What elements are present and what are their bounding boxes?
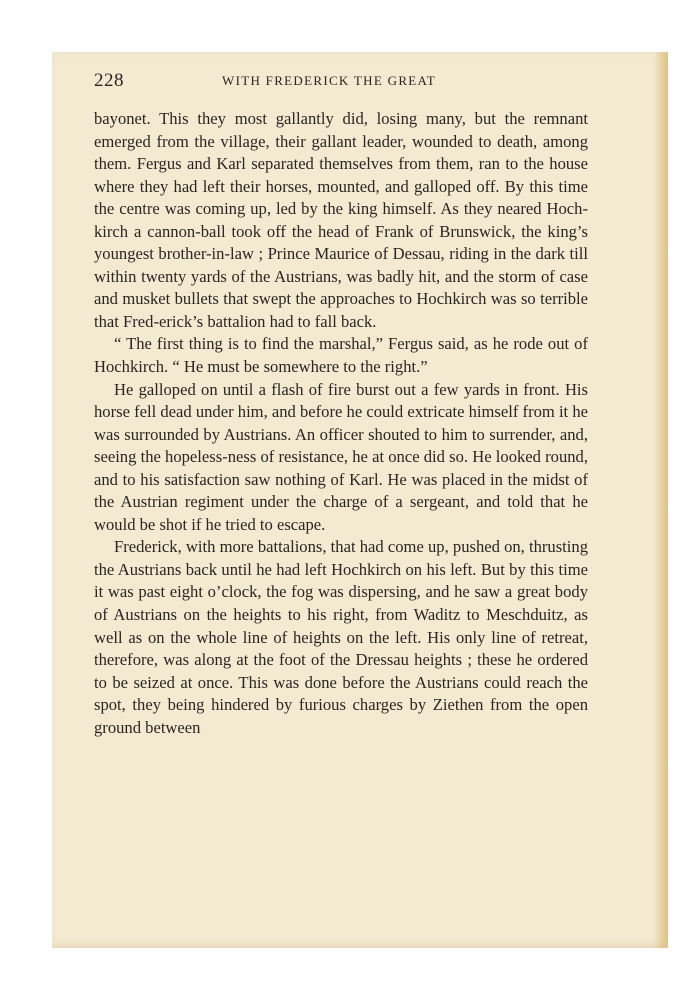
running-head [94, 70, 594, 94]
book-page [52, 52, 668, 948]
paragraph-4: Frederick, with more battalions, that had come up, pushed on, thrusting the Austrians back until he had left Hochkirch on his left. But by this time it was past eight o’clock, the fog was dispersing, and he saw a great body of Austrians on the heights to his right, from Waditz to Meschduitz, as well as on the whole line of heights on the left. His only line of retreat, therefore, was along at the foot of the Dressau heights ; these he ordered to be seized at once. This was done before the Austrians could reach the spot, they being hindered by furious charges by Ziethen from the open ground between [94, 537, 588, 737]
paragraph-3: He galloped on until a flash of fire burst out a few yards in front. His horse fell dead under him, and before he could extricate himself from it he was surrounded by Austrians. An officer shouted to him to surrender, and, seeing the hopeless-ness of resistance, he at once did so. He looked round, and to his satisfaction saw nothing of Karl. He was placed in the midst of the Austrian regiment under the charge of a sergeant, and told that he would be shot if he tried to escape. [94, 379, 588, 534]
body-text [94, 108, 588, 739]
running-title: WITH FREDERICK THE GREAT [222, 73, 437, 88]
page-number: 228 [94, 70, 124, 91]
paragraph-2: “ The first thing is to find the marshal,” Fergus said, as he rode out of Hochkirch. “ He must be somewhere to the right.” [94, 334, 588, 377]
paragraph-1: bayonet. This they most gallantly did, losing many, but the remnant emerged from the village, their gallant leader, wounded to death, among them. Fergus and Karl separated themselves from them, ran to the house where they had left their horses, mounted, and galloped off. By this time the centre was coming up, led by the king himself. As they neared Hoch-kirch a cannon-ball took off the head of Frank of Brunswick, the king’s youngest brother-in-law ; Prince Maurice of Dessau, riding in the dark till within twenty yards of the Austrians, was badly hit, and the storm of case and musket bullets that swept the approaches to Hochkirch was so terrible that Fred-erick’s battalion had to fall back. [94, 109, 588, 331]
page-edge-shadow [654, 52, 668, 948]
